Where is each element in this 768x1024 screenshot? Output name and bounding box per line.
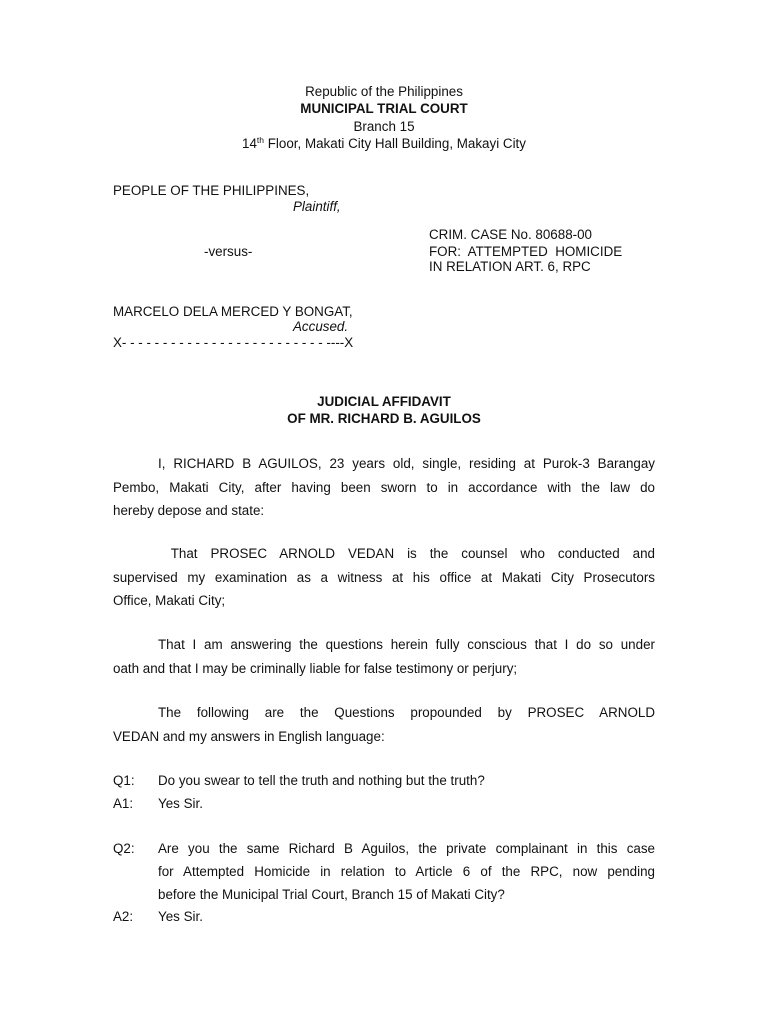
paragraph-line: Pembo, Makati City, after having been sworn to in accordance with the law do	[113, 479, 655, 495]
republic-heading: Republic of the Philippines	[305, 84, 463, 99]
qa-label: A2:	[113, 909, 134, 924]
qa-text	[158, 792, 655, 815]
versus-label: -versus-	[204, 244, 253, 259]
accused-role: Accused.	[293, 319, 349, 334]
address-floor-suffix: th	[256, 135, 265, 145]
case-number: CRIM. CASE No. 80688-00	[429, 227, 592, 242]
qa-line: for Attempted Homicide in relation to Article 6 of the RPC, now pending	[158, 864, 655, 879]
plaintiff-role: Plaintiff,	[293, 199, 341, 214]
address-rest: Floor, Makati City Hall Building, Makayi City	[264, 136, 526, 151]
affiant-name-title: OF MR. RICHARD B. AGUILOS	[287, 411, 481, 426]
paragraph-line: hereby depose and state:	[113, 503, 265, 518]
qa-text	[158, 769, 655, 792]
body-paragraph-oath	[113, 633, 655, 680]
qa-label: Q2:	[113, 841, 135, 856]
accused-name: MARCELO DELA MERCED Y BONGAT,	[113, 304, 353, 319]
qa-line: before the Municipal Trial Court, Branch 15 of Makati City?	[158, 887, 505, 902]
address-floor-number: 14	[242, 136, 257, 151]
paragraph-line: Office, Makati City;	[113, 593, 226, 608]
qa-line: Are you the same Richard B Aguilos, the private complainant in this case	[158, 841, 655, 856]
caption-divider: X- - - - - - - - - - - - - - - - - - - - - - - - - ----X	[113, 335, 354, 350]
body-paragraph-intro	[113, 452, 655, 523]
paragraph-line: VEDAN and my answers in English language:	[113, 728, 385, 744]
qa-line: Yes Sir.	[158, 909, 203, 924]
qa-text	[158, 905, 655, 928]
branch-label: Branch 15	[353, 119, 415, 134]
affidavit-title: JUDICIAL AFFIDAVIT	[317, 394, 451, 409]
court-address	[0, 135, 768, 152]
plaintiff-name: PEOPLE OF THE PHILIPPINES,	[113, 183, 310, 198]
paragraph-line: That I am answering the questions herein fully conscious that I do so under	[158, 637, 655, 652]
paragraph-line: That PROSEC ARNOLD VEDAN is the counsel who conducted and	[158, 546, 655, 561]
body-paragraph-counsel	[113, 542, 655, 613]
qa-label: Q1:	[113, 773, 135, 788]
case-relation: IN RELATION ART. 6, RPC	[429, 259, 591, 274]
paragraph-line: oath and that I may be criminally liable for false testimony or perjury;	[113, 660, 518, 676]
case-charge: FOR: ATTEMPTED HOMICIDE	[429, 244, 623, 259]
court-name: MUNICIPAL TRIAL COURT	[300, 101, 468, 116]
qa-text	[158, 837, 655, 906]
qa-line: Yes Sir.	[158, 796, 203, 811]
paragraph-line: I, RICHARD B AGUILOS, 23 years old, single, residing at Purok-3 Barangay	[158, 456, 655, 471]
paragraph-line: The following are the Questions propounded by PROSEC ARNOLD	[158, 705, 655, 720]
qa-label: A1:	[113, 796, 134, 811]
qa-line: Do you swear to tell the truth and nothing but the truth?	[158, 773, 485, 788]
paragraph-line: supervised my examination as a witness at his office at Makati City Prosecutors	[113, 569, 655, 585]
body-paragraph-questions-intro	[113, 701, 655, 748]
